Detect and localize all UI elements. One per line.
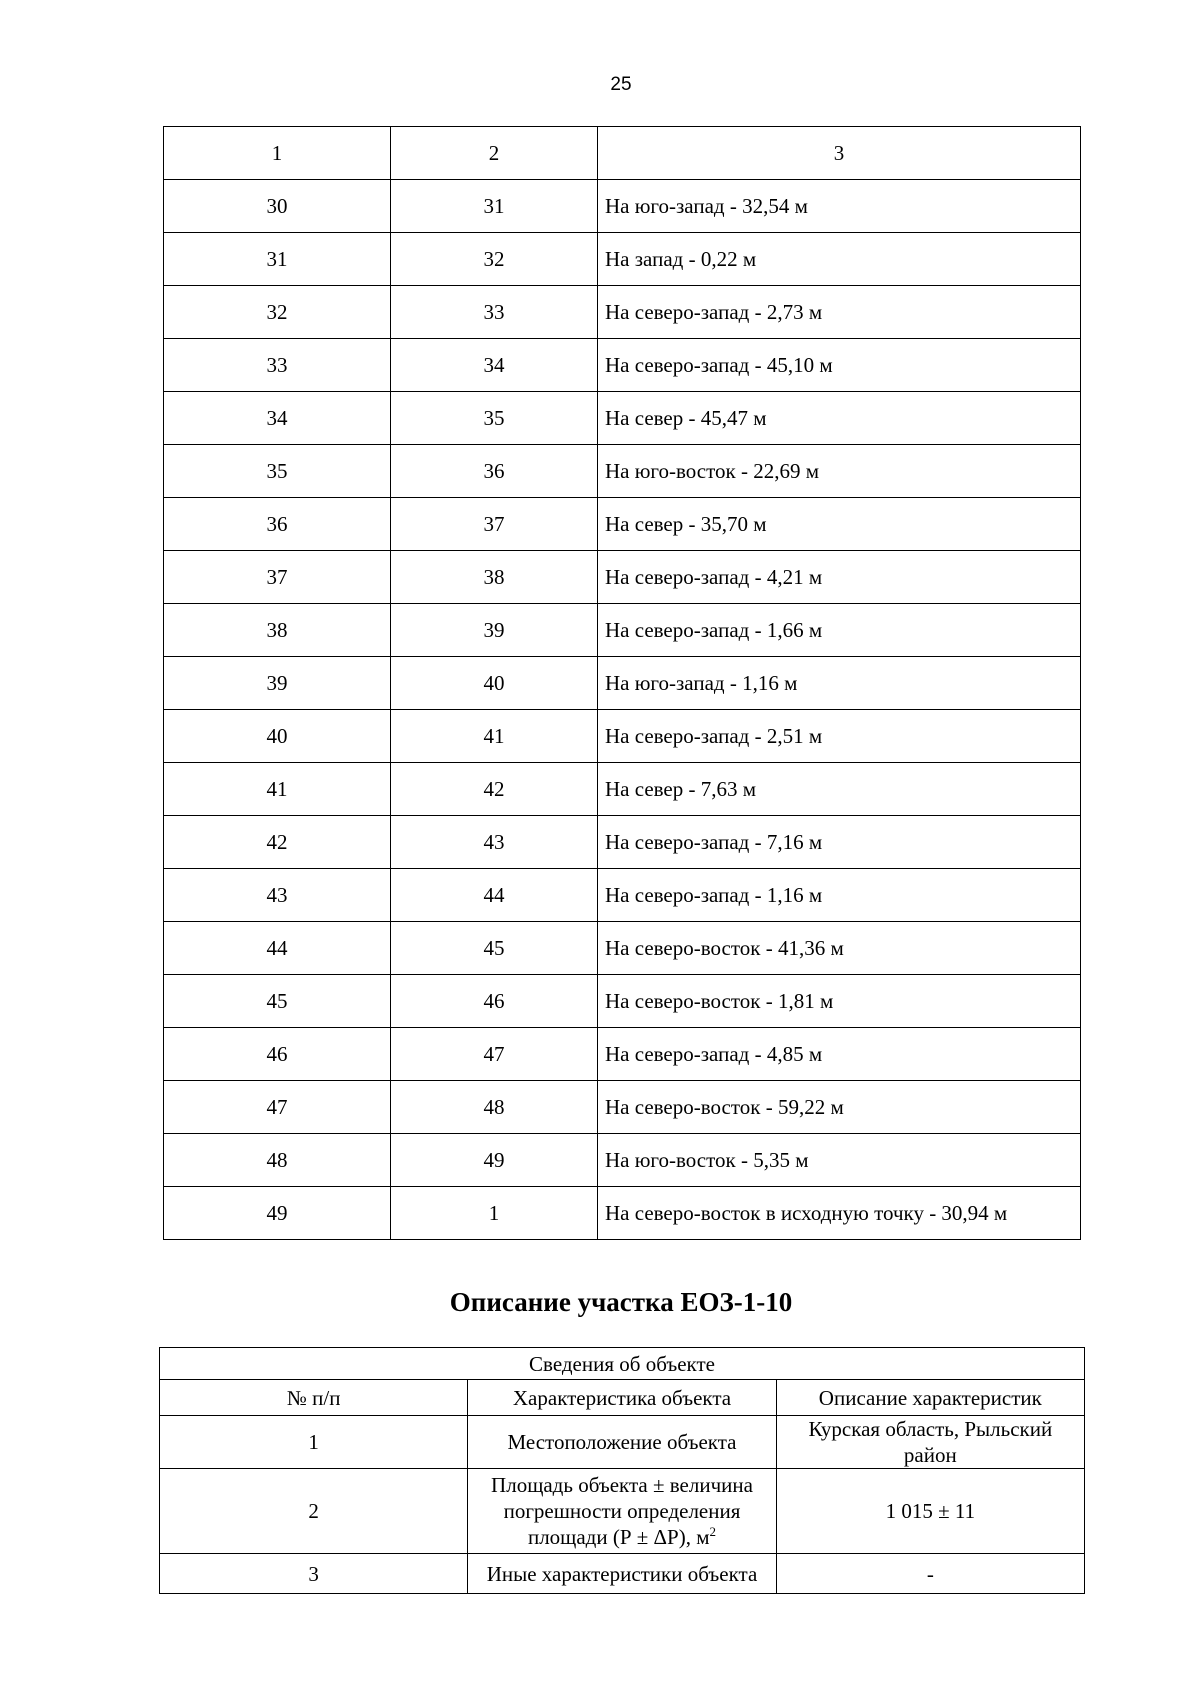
point-from-cell: 31 xyxy=(164,233,391,286)
point-from-cell: 38 xyxy=(164,604,391,657)
area-label-line1: Площадь объекта ± величина xyxy=(491,1473,753,1497)
table-row xyxy=(164,551,1081,604)
point-to-cell: 33 xyxy=(391,286,598,339)
info-row-location xyxy=(160,1416,1085,1469)
point-to-cell: 35 xyxy=(391,392,598,445)
info-row-description: - xyxy=(776,1554,1084,1594)
table-row xyxy=(164,816,1081,869)
direction-distance-cell: На северо-восток - 41,36 м xyxy=(598,922,1081,975)
direction-distance-cell: На юго-восток - 5,35 м xyxy=(598,1134,1081,1187)
direction-distance-cell: На северо-запад - 4,21 м xyxy=(598,551,1081,604)
direction-distance-cell: На северо-запад - 2,51 м xyxy=(598,710,1081,763)
direction-distance-cell: На северо-восток в исходную точку - 30,94 м xyxy=(598,1187,1081,1240)
info-row-area xyxy=(160,1469,1085,1554)
point-to-cell: 31 xyxy=(391,180,598,233)
table-row xyxy=(164,180,1081,233)
point-from-cell: 39 xyxy=(164,657,391,710)
direction-distance-cell: На северо-запад - 4,85 м xyxy=(598,1028,1081,1081)
info-caption: Сведения об объекте xyxy=(160,1348,1085,1380)
header-cell-col2: 2 xyxy=(391,127,598,180)
point-from-cell: 46 xyxy=(164,1028,391,1081)
info-row-number: 2 xyxy=(160,1469,468,1554)
info-row-other xyxy=(160,1554,1085,1594)
direction-distance-cell: На север - 7,63 м xyxy=(598,763,1081,816)
info-row-number: 1 xyxy=(160,1416,468,1469)
point-to-cell: 40 xyxy=(391,657,598,710)
point-to-cell: 43 xyxy=(391,816,598,869)
table-row xyxy=(164,392,1081,445)
point-to-cell: 39 xyxy=(391,604,598,657)
info-row-characteristic xyxy=(468,1469,776,1554)
table-row xyxy=(164,233,1081,286)
point-from-cell: 30 xyxy=(164,180,391,233)
point-to-cell: 32 xyxy=(391,233,598,286)
point-from-cell: 37 xyxy=(164,551,391,604)
point-to-cell: 49 xyxy=(391,1134,598,1187)
direction-distance-cell: На северо-восток - 1,81 м xyxy=(598,975,1081,1028)
direction-distance-cell: На северо-запад - 45,10 м xyxy=(598,339,1081,392)
point-from-cell: 41 xyxy=(164,763,391,816)
info-caption-row xyxy=(160,1348,1085,1380)
table-row xyxy=(164,763,1081,816)
table-row xyxy=(164,604,1081,657)
point-from-cell: 47 xyxy=(164,1081,391,1134)
info-row-number: 3 xyxy=(160,1554,468,1594)
point-from-cell: 40 xyxy=(164,710,391,763)
point-from-cell: 35 xyxy=(164,445,391,498)
point-from-cell: 49 xyxy=(164,1187,391,1240)
info-row-characteristic: Иные характеристики объекта xyxy=(468,1554,776,1594)
point-to-cell: 45 xyxy=(391,922,598,975)
point-to-cell: 46 xyxy=(391,975,598,1028)
table-row xyxy=(164,657,1081,710)
point-from-cell: 44 xyxy=(164,922,391,975)
point-to-cell: 38 xyxy=(391,551,598,604)
point-to-cell: 34 xyxy=(391,339,598,392)
direction-distance-cell: На северо-восток - 59,22 м xyxy=(598,1081,1081,1134)
table-row xyxy=(164,339,1081,392)
point-from-cell: 45 xyxy=(164,975,391,1028)
object-info-table xyxy=(159,1347,1085,1594)
table-row xyxy=(164,710,1081,763)
info-columns-row xyxy=(160,1380,1085,1416)
direction-distance-cell: На северо-запад - 7,16 м xyxy=(598,816,1081,869)
area-label-line2: погрешности определения xyxy=(503,1499,741,1523)
direction-distance-cell: На северо-запад - 2,73 м xyxy=(598,286,1081,339)
point-from-cell: 43 xyxy=(164,869,391,922)
info-row-description: Курская область, Рыльский район xyxy=(776,1416,1084,1469)
point-to-cell: 37 xyxy=(391,498,598,551)
direction-distance-cell: На юго-восток - 22,69 м xyxy=(598,445,1081,498)
table-row xyxy=(164,922,1081,975)
header-cell-col1: 1 xyxy=(164,127,391,180)
table-row xyxy=(164,445,1081,498)
direction-distance-cell: На запад - 0,22 м xyxy=(598,233,1081,286)
table-header-row xyxy=(164,127,1081,180)
area-label-line3: площади (Р ± ΔР), м xyxy=(527,1525,710,1549)
table-row xyxy=(164,498,1081,551)
direction-distance-cell: На северо-запад - 1,16 м xyxy=(598,869,1081,922)
point-from-cell: 34 xyxy=(164,392,391,445)
direction-distance-cell: На северо-запад - 1,66 м xyxy=(598,604,1081,657)
direction-distance-cell: На юго-запад - 32,54 м xyxy=(598,180,1081,233)
area-unit-superscript: 2 xyxy=(709,1524,717,1539)
direction-distance-cell: На юго-запад - 1,16 м xyxy=(598,657,1081,710)
info-col-description: Описание характеристик xyxy=(776,1380,1084,1416)
table-row xyxy=(164,1187,1081,1240)
table-row xyxy=(164,1081,1081,1134)
info-row-characteristic: Местоположение объекта xyxy=(468,1416,776,1469)
info-col-characteristic: Характеристика объекта xyxy=(468,1380,776,1416)
table-row xyxy=(164,1028,1081,1081)
direction-distance-cell: На север - 45,47 м xyxy=(598,392,1081,445)
point-to-cell: 44 xyxy=(391,869,598,922)
point-to-cell: 36 xyxy=(391,445,598,498)
info-col-number: № п/п xyxy=(160,1380,468,1416)
table-row xyxy=(164,286,1081,339)
header-cell-col3: 3 xyxy=(598,127,1081,180)
page-number: 25 xyxy=(610,74,632,95)
table-row xyxy=(164,869,1081,922)
direction-distance-cell: На север - 35,70 м xyxy=(598,498,1081,551)
point-from-cell: 48 xyxy=(164,1134,391,1187)
point-to-cell: 41 xyxy=(391,710,598,763)
table-row xyxy=(164,1134,1081,1187)
point-from-cell: 42 xyxy=(164,816,391,869)
point-from-cell: 36 xyxy=(164,498,391,551)
table-row xyxy=(164,975,1081,1028)
boundary-segments-table xyxy=(163,126,1081,1240)
section-title: Описание участка ЕОЗ-1-10 xyxy=(449,1287,793,1317)
point-to-cell: 1 xyxy=(391,1187,598,1240)
point-to-cell: 47 xyxy=(391,1028,598,1081)
point-from-cell: 33 xyxy=(164,339,391,392)
point-to-cell: 48 xyxy=(391,1081,598,1134)
point-to-cell: 42 xyxy=(391,763,598,816)
point-from-cell: 32 xyxy=(164,286,391,339)
info-row-description: 1 015 ± 11 xyxy=(776,1469,1084,1554)
